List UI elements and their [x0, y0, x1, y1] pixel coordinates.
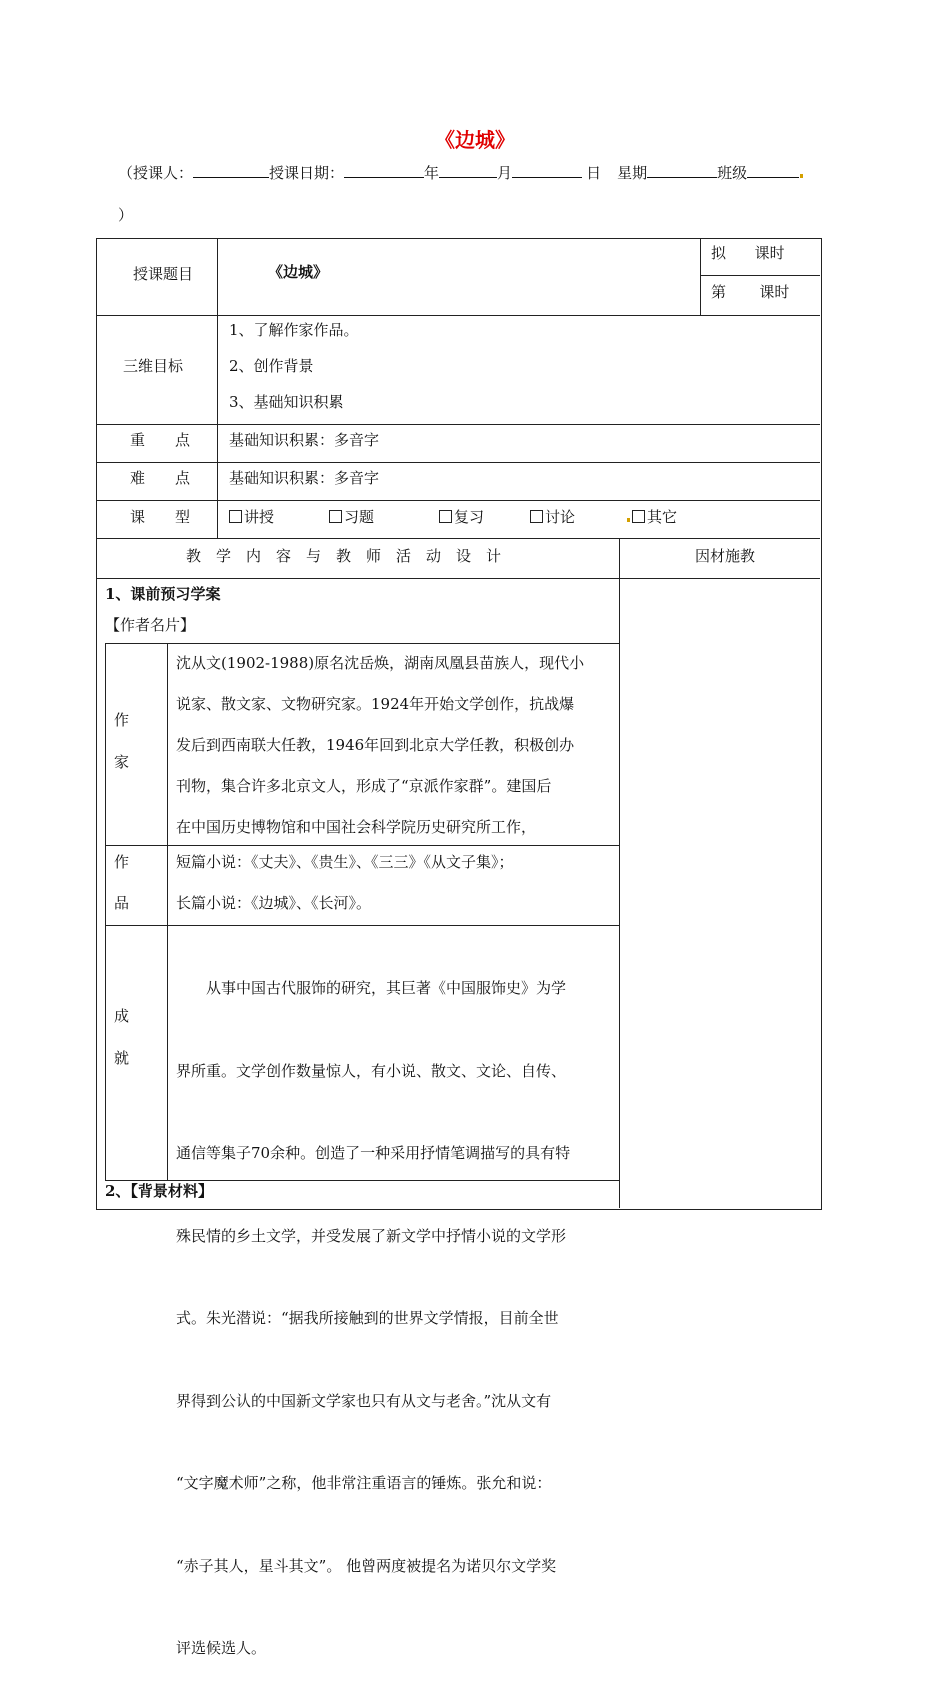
goal-item: 1、了解作家作品。	[229, 321, 359, 339]
hours-column-divider	[700, 238, 701, 315]
label-column-divider	[217, 238, 218, 538]
author-bio	[176, 648, 584, 842]
achievements-text	[176, 920, 570, 1690]
works-line: 短篇小说：《丈夫》、《贵生》、《三三》《从文子集》；	[176, 853, 514, 871]
day-blank	[512, 163, 582, 178]
weekday-label: 星期	[617, 164, 648, 182]
lesson-info-line	[118, 162, 803, 183]
month-label: 月	[497, 164, 513, 182]
works-label: 品	[114, 894, 130, 912]
key-value: 基础知识积累：多音字	[229, 431, 380, 449]
checkbox-icon[interactable]	[632, 510, 645, 523]
achieve-line: 从事中国古代服饰的研究，其巨著《中国服饰史》为学	[176, 979, 567, 997]
topic-value: 《边城》	[268, 263, 329, 281]
goal-item: 3、基础知识积累	[229, 393, 344, 411]
author-line: 沈从文(1902-1988)原名沈岳焕，湖南凤凰县苗族人，现代小	[176, 654, 585, 672]
checkbox-icon[interactable]	[329, 510, 342, 523]
planned-hours: 拟 课时	[711, 244, 785, 262]
achieve-line: 式。朱光潜说：“据我所接触到的世界文学情报，目前全世	[176, 1309, 559, 1327]
difficult-value: 基础知识积累：多音字	[229, 469, 380, 487]
author-card-heading: 【作者名片】	[105, 616, 196, 634]
mark-dot	[800, 174, 803, 178]
type-label: 课 型	[130, 508, 191, 526]
row-divider	[96, 500, 820, 501]
author-label: 家	[114, 753, 130, 771]
difficult-label: 难 点	[130, 469, 191, 487]
side-header: 因材施教	[695, 547, 756, 565]
mark-dot	[627, 518, 630, 522]
type-option-discussion[interactable]: 讨论	[530, 506, 575, 527]
goals-label: 三维目标	[123, 357, 184, 375]
achieve-line: “赤子其人，星斗其文”。 他曾两度被提名为诺贝尔文学奖	[176, 1556, 557, 1575]
inner-table-top	[105, 643, 619, 644]
author-label: 作	[114, 711, 130, 729]
document-title: 《边城》	[435, 128, 515, 152]
day-label: 日	[586, 164, 602, 182]
inner-label-divider	[167, 643, 168, 1180]
section-1-title: 1、课前预习学案	[105, 585, 221, 603]
class-blank	[747, 163, 799, 178]
row-divider	[96, 538, 820, 539]
side-column-divider	[619, 538, 620, 1208]
row-divider	[96, 462, 820, 463]
works-label: 作	[114, 853, 130, 871]
type-option-exercise[interactable]: 习题	[329, 506, 374, 527]
checkbox-icon[interactable]	[229, 510, 242, 523]
author-line: 在中国历史博物馆和中国社会科学院历史研究所工作，	[176, 818, 537, 836]
teacher-blank	[193, 163, 269, 178]
type-option-lecture[interactable]: 讲授	[229, 506, 274, 527]
achieve-label: 成	[114, 1007, 130, 1025]
achieve-line: 评选候选人。	[176, 1639, 267, 1657]
inner-table-left	[105, 643, 106, 1180]
row-divider	[96, 315, 820, 316]
year-blank	[344, 163, 424, 178]
key-label: 重 点	[130, 431, 191, 449]
type-option-review[interactable]: 复习	[439, 506, 484, 527]
inner-row-divider	[105, 845, 619, 846]
achieve-line: “文字魔术师”之称，他非常注重语言的锤炼。张允和说：	[176, 1474, 552, 1492]
class-label: 班级	[717, 164, 748, 182]
topic-label: 授课题目	[133, 265, 194, 283]
achieve-line: 通信等集子70余种。创造了一种采用抒情笔调描写的具有特	[176, 1144, 571, 1162]
checkbox-icon[interactable]	[530, 510, 543, 523]
author-line: 刊物，集合许多北京文人，形成了“京派作家群”。建国后	[176, 777, 552, 795]
month-blank	[439, 163, 497, 178]
year-label: 年	[424, 164, 440, 182]
date-label: 授课日期：	[269, 164, 345, 182]
goal-item: 2、创作背景	[229, 357, 314, 375]
author-line: 发后到西南联大任教，1946年回到北京大学任教，积极创办	[176, 736, 575, 754]
row-divider	[96, 578, 820, 579]
checkbox-icon[interactable]	[439, 510, 452, 523]
achieve-label: 就	[114, 1049, 130, 1067]
achieve-line: 殊民情的乡土文学，并受发展了新文学中抒情小说的文学形	[176, 1226, 567, 1245]
row-divider	[96, 424, 820, 425]
design-header: 教 学 内 容 与 教 师 活 动 设 计	[186, 547, 502, 565]
achieve-line: 界所重。文学创作数量惊人，有小说、散文、文论、自传、	[176, 1061, 567, 1080]
teacher-label: （授课人：	[118, 164, 194, 182]
works-line: 长篇小说：《边城》、《长河》。	[176, 894, 372, 912]
achieve-line: 界得到公认的中国新文学家也只有从文与老舍。”沈从文有	[176, 1391, 552, 1410]
hours-divider	[700, 275, 820, 276]
type-option-other[interactable]: 其它	[626, 506, 677, 527]
author-line: 说家、散文家、文物研究家。1924年开始文学创作，抗战爆	[176, 695, 575, 713]
weekday-blank	[647, 163, 717, 178]
section-2-title: 2、【背景材料】	[105, 1182, 213, 1200]
current-hour: 第 课时	[711, 283, 790, 301]
close-paren: ）	[118, 206, 134, 224]
